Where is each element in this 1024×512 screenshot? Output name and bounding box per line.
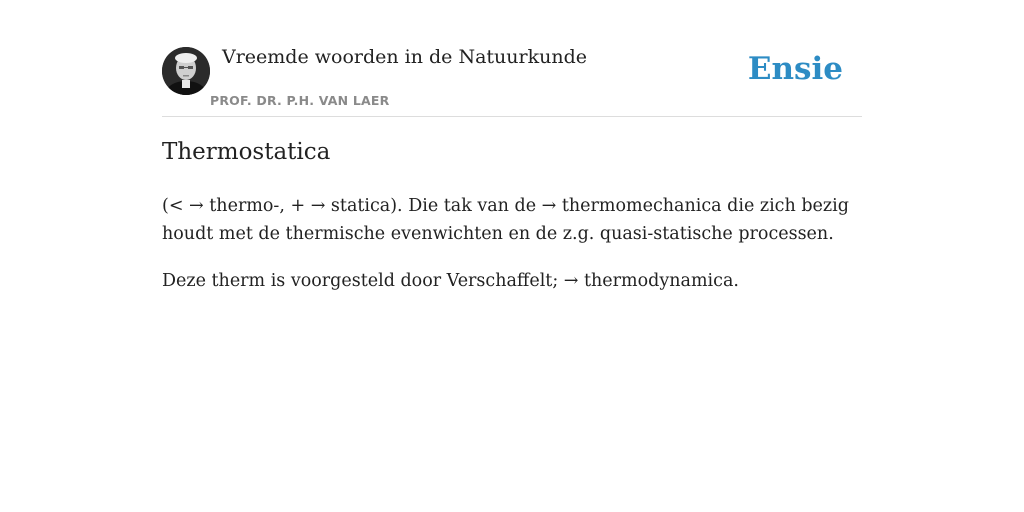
book-title[interactable]: Vreemde woorden in de Natuurkunde bbox=[222, 46, 587, 68]
author-name[interactable]: PROF. DR. P.H. VAN LAER bbox=[210, 93, 390, 108]
entry-title: Thermostatica bbox=[162, 139, 331, 165]
entry-paragraph: Deze therm is voorgesteld door Verschaffelt; → thermodynamica. bbox=[162, 271, 739, 291]
ensie-logo[interactable]: Ensie bbox=[747, 51, 843, 87]
author-portrait-icon bbox=[162, 47, 210, 95]
header bbox=[162, 0, 862, 117]
author-avatar[interactable] bbox=[162, 47, 210, 95]
entry-paragraph: (< → thermo-, + → statica). Die tak van de → thermomechanica die zich bezig houdt met de thermische evenwichten en de z.g. quasi-statische processen. bbox=[162, 196, 849, 244]
